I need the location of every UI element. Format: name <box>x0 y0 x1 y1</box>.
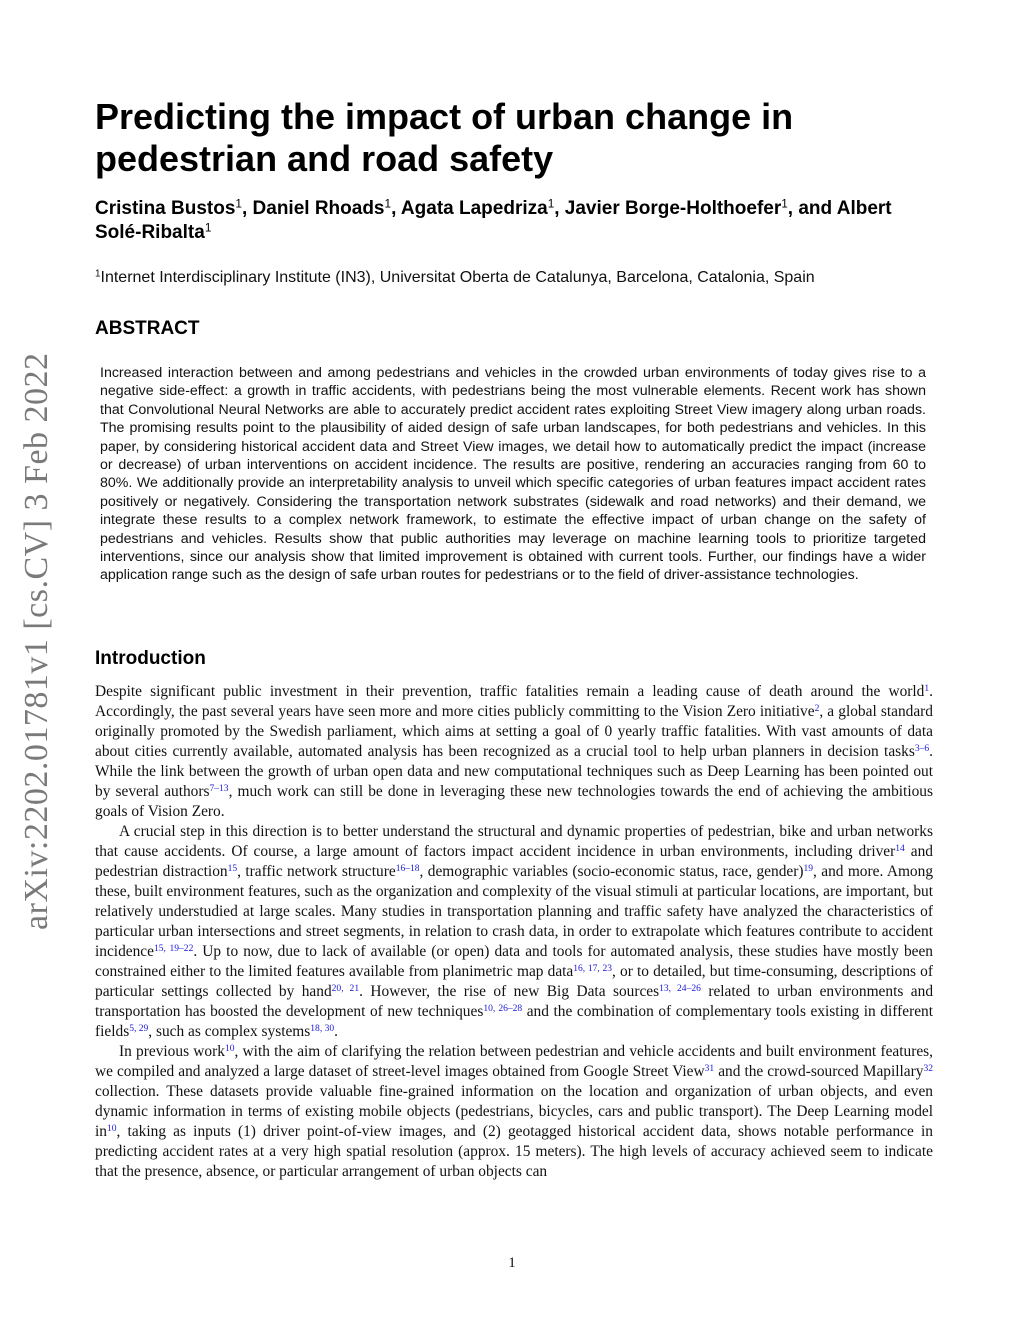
citation-link[interactable]: 3–6 <box>914 742 930 754</box>
author-separator: , <box>554 198 565 219</box>
citation-link[interactable]: 19 <box>803 862 814 874</box>
introduction-body <box>95 682 933 1182</box>
introduction-heading: Introduction <box>95 648 206 669</box>
citation-link[interactable]: 10, 26–28 <box>483 1002 523 1014</box>
affiliation-mark: 1 <box>95 268 101 280</box>
author-affiliation-mark: 1 <box>547 197 555 211</box>
citation-link[interactable]: 10 <box>224 1042 235 1054</box>
citation-link[interactable]: 14 <box>895 842 905 854</box>
author-separator: , and <box>787 198 837 219</box>
author-affiliation-mark: 1 <box>781 197 788 211</box>
citation-link[interactable]: 31 <box>704 1062 715 1074</box>
abstract-body: Increased interaction between and among pedestrians and vehicles in the crowded urban environments of today gives rise to a negative side-effect: a growth in traffic accidents, with pedestrians being the most vulnerable elements. Recent work has shown that Convolutional Neural Networks are able to accurately predict accident rates exploiting Street View imagery along urban roads. The promising results point to the plausibility of aided design of safe urban landscapes, for both pedestrians and vehicles. In this paper, by considering historical accident data and Street View images, we detail how to automatically predict the impact (increase or decrease) of urban interventions on accident incidence. The results are positive, rendering an accuracies ranging from 60 to 80%. We additionally provide an interpretability analysis to unveil which specific categories of urban features impact accident rates positively or negatively. Considering the transportation network substrates (sidewalk and road networks) and their demand, we integrate these results to a complex network framework, to estimate the effective impact of urban change on the safety of pedestrians and vehicles. Results show that public authorities may leverage on machine learning tools to prioritize targeted interventions, since our analysis show that limited improvement is obtained with current tools. Further, our findings have a wider application range such as the design of safe urban routes for pedestrians or to the field of driver-assistance technologies. <box>100 365 926 584</box>
citation-link[interactable]: 15, 19–22 <box>153 942 194 954</box>
author-list <box>95 197 935 245</box>
page-number: 1 <box>508 1255 516 1271</box>
citation-link[interactable]: 2 <box>814 702 820 714</box>
author-affiliation-mark: 1 <box>235 197 242 211</box>
author-name: Cristina Bustos <box>95 198 236 219</box>
author-affiliation-mark: 1 <box>384 197 392 211</box>
introduction-paragraph: In previous work$^{10}$, with the aim of clarifying the relation between pedestrian and vehicle accidents and built environment features, we compiled and analyzed a large dataset of street-level images obtained from Google Street View$^{31}$ and the crowd-sourced Mapillary$^{32}$ collection. These datasets provide valuable fine-grained information on the location and organization of urban objects, and even dynamic information in terms of existing mobile objects (pedestrians, bicycles, cars and public transport). The Deep Learning model in$^{10}$, taking as inputs (1) driver point-of-view images, and (2) geotagged historical accident data, shows notable performance in predicting accident rates at a very high spatial resolution (approx. 15 meters). The high levels of accuracy achieved seem to indicate that the presence, absence, or particular arrangement of urban objects can <box>95 1042 934 1180</box>
author-separator: , <box>391 198 401 219</box>
abstract-heading: ABSTRACT <box>95 318 200 339</box>
affiliation <box>95 268 935 288</box>
citation-link[interactable]: 20, 21 <box>331 982 360 994</box>
citation-link[interactable]: 5, 29 <box>129 1022 149 1034</box>
affiliation-text: Internet Interdisciplinary Institute (IN3), Universitat Oberta de Catalunya, Barcelona, Catalonia, Spain <box>100 269 815 286</box>
citation-link[interactable]: 16–18 <box>395 862 420 874</box>
citation-link[interactable]: 18, 30 <box>310 1022 335 1034</box>
introduction-paragraph: Despite significant public investment in their prevention, traffic fatalities remain a leading cause of death around the world$^1$. Accordingly, the past several years have seen more and more cities publicly committing to the Vision Zero initiative$^2$, a global standard originally promoted by the Swedish parliament, which aims at setting a goal of 0 yearly traffic fatalities. With vast amounts of data about cities currently available, automated analysis has been recognized as a crucial tool to help urban planners in decision tasks$^{3-6}$. While the link between the growth of urban open data and new computational techniques such as Deep Learning has been pointed out by several authors$^{7-13}$, much work can still be done in leveraging these new technologies towards the end of achieving the ambitious goals of Vision Zero. <box>95 682 933 820</box>
citation-link[interactable]: 16, 17, 23 <box>573 962 612 974</box>
paper-title: Predicting the impact of urban change in pedestrian and road safety <box>95 96 794 179</box>
author-name: Javier Borge-Holthoefer <box>564 198 782 219</box>
citation-link[interactable]: 10 <box>106 1122 117 1134</box>
citation-link[interactable]: 13, 24–26 <box>659 982 701 994</box>
arxiv-identifier-stamp: arXiv:2202.01781v1 [cs.CV] 3 Feb 2022 <box>18 352 55 930</box>
author-name: Daniel Rhoads <box>252 198 385 219</box>
introduction-paragraph: A crucial step in this direction is to better understand the structural and dynamic properties of pedestrian, bike and urban networks that cause accidents. Of course, a large amount of factors impact accident incidence in urban environments, including driver$^{14}$ and pedestrian distraction$^{15}$, traffic network structure$^{16-18}$, demographic variables (socio-economic status, race, gender)$^{19}$, and more. Among these, built environment features, such as the organization and complexity of the visual stimuli at particular locations, are important, but relatively understudied at large scales. Many studies in transportation planning and traffic safety have analyzed the characteristics of particular urban intersections and street segments, in relation to crash data, in order to extrapolate which features contribute to accident incidence$^{15, 19-22}$. Up to now, due to lack of available (or open) data and tools for automated analysis, these studies have mostly been constrained either to the limited features available from planimetric map data$^{16, 17, 23}$, or to detailed, but time-consuming, descriptions of particular settings collected by hand$^{20, 21}$. However, the rise of new Big Data sources$^{13, 24-26}$ related to urban environments and transportation has boosted the development of new techniques$^{10, 26-28}$ and the combination of complementary tools existing in different fields$^{5, 29}$, such as complex systems$^{18, 30}$. <box>95 823 934 1040</box>
author-name: Albert Solé-Ribalta <box>95 198 892 243</box>
citation-link[interactable]: 7–13 <box>209 782 229 794</box>
citation-link[interactable]: 15 <box>227 862 238 874</box>
citation-link[interactable]: 1 <box>924 682 930 694</box>
citation-link[interactable]: 32 <box>923 1062 933 1074</box>
author-separator: , <box>241 198 253 219</box>
author-name: Agata Lapedriza <box>400 198 548 219</box>
author-affiliation-mark: 1 <box>204 221 212 235</box>
